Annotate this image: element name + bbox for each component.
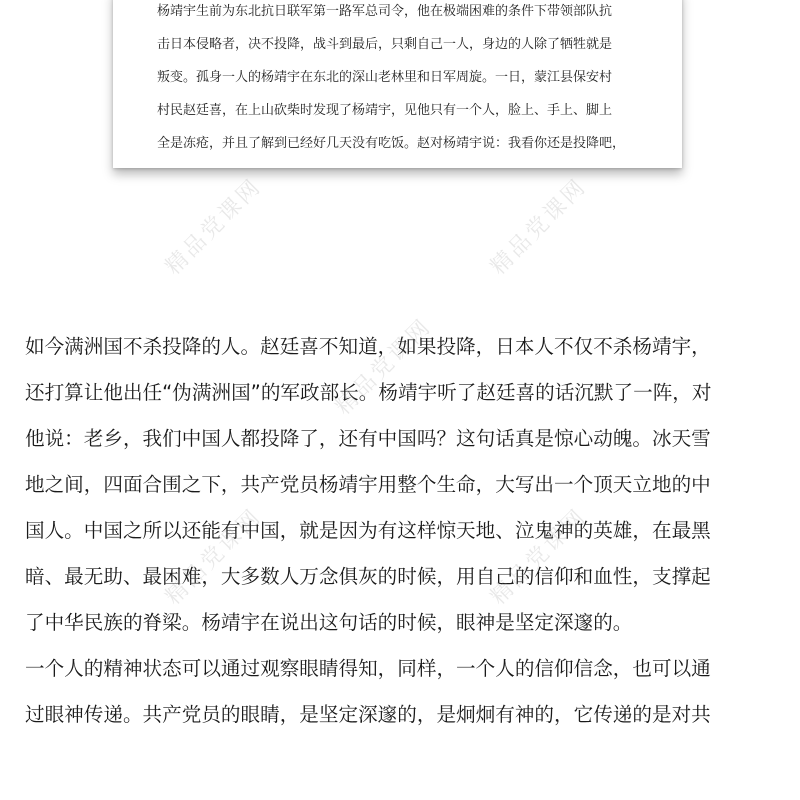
paragraph-line: 如今满洲国不杀投降的人。赵廷喜不知道，如果投降，日本人不仅不杀杨靖宇， bbox=[25, 335, 711, 358]
paragraph-line: 过眼神传递。共产党员的眼睛，是坚定深邃的，是炯炯有神的，它传递的是对共 bbox=[25, 703, 711, 726]
quote-card-text bbox=[157, 0, 657, 160]
watermark: 精品党课网 bbox=[160, 503, 267, 610]
quote-line: 击日本侵略者，决不投降，战斗到最后，只剩自己一人，身边的人除了牺牲就是 bbox=[157, 37, 613, 52]
paragraph-line: 他说：老乡，我们中国人都投降了，还有中国吗？这句话真是惊心动魄。冰天雪 bbox=[25, 427, 711, 450]
paragraph-line: 还打算让他出任“伪满洲国”的军政部长。杨靖宇听了赵廷喜的话沉默了一阵，对 bbox=[25, 381, 712, 404]
paragraph-line: 一个人的精神状态可以通过观察眼睛得知，同样，一个人的信仰信念，也可以通 bbox=[25, 657, 711, 680]
paragraph-line: 了中华民族的脊梁。杨靖宇在说出这句话的时候，眼神是坚定深邃的。 bbox=[25, 611, 633, 634]
paragraph-line: 暗、最无助、最困难，大多数人万念俱灰的时候，用自己的信仰和血性，支撑起 bbox=[25, 565, 711, 588]
quote-line: 叛变。孤身一人的杨靖宇在东北的深山老林里和日军周旋。一日，蒙江县保安村 bbox=[157, 70, 613, 85]
quote-line: 杨靖宇生前为东北抗日联军第一路军总司令，他在极端困难的条件下带领部队抗 bbox=[157, 4, 613, 19]
quote-card bbox=[113, 0, 682, 168]
quote-line: 全是冻疮，并且了解到已经好几天没有吃饭。赵对杨靖宇说：我看你还是投降吧， bbox=[157, 136, 626, 151]
paragraph-line: 国人。中国之所以还能有中国，就是因为有这样惊天地、泣鬼神的英雄，在最黑 bbox=[25, 519, 711, 542]
watermark: 精品党课网 bbox=[330, 313, 437, 420]
watermark: 精品党课网 bbox=[160, 173, 267, 280]
watermark: 精品党课网 bbox=[485, 503, 592, 610]
quote-line: 村民赵廷喜，在上山砍柴时发现了杨靖宇，见他只有一个人，脸上、手上、脚上 bbox=[157, 103, 613, 118]
watermark: 精品党课网 bbox=[485, 173, 592, 280]
paragraph-line: 地之间，四面合围之下，共产党员杨靖宇用整个生命，大写出一个顶天立地的中 bbox=[25, 473, 711, 496]
article-body bbox=[25, 324, 785, 738]
